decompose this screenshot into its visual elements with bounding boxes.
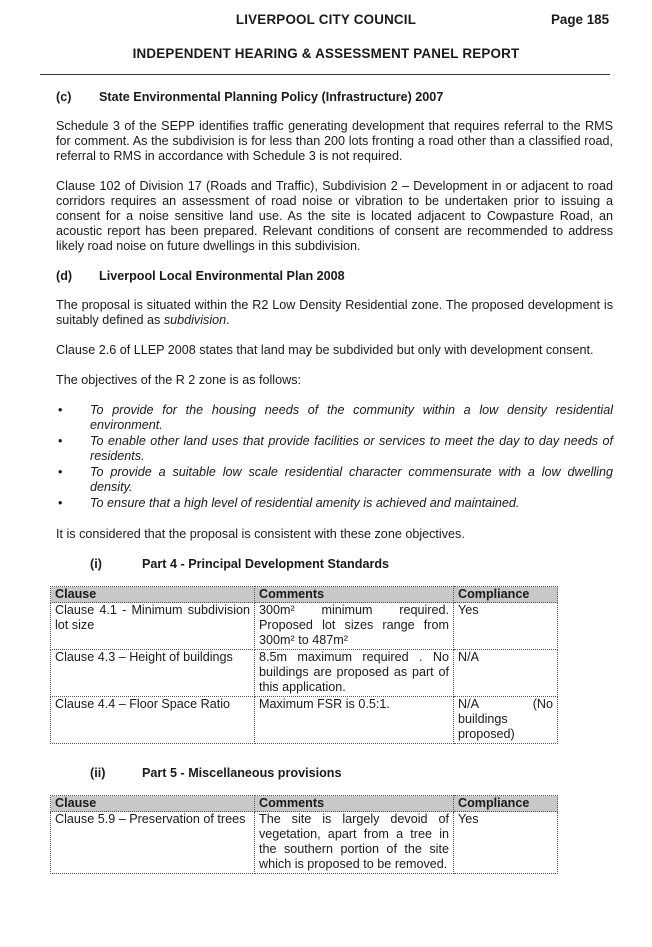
- bullet-icon: •: [58, 496, 63, 510]
- comments-cell: 300m² minimum required. Proposed lot sizes range from 300m² to 487m²: [255, 603, 454, 650]
- part5-heading: [90, 766, 613, 781]
- list-item: [56, 434, 613, 464]
- paragraph-text-end: .: [226, 313, 230, 327]
- header-divider: [40, 74, 610, 75]
- section-d-paragraph-2: Clause 2.6 of LLEP 2008 states that land may be subdivided but only with development consent.: [56, 343, 594, 357]
- section-c-title: State Environmental Planning Policy (Infrastructure) 2007: [99, 90, 444, 104]
- column-header-comments: Comments: [255, 587, 454, 603]
- list-item-text: To provide a suitable low scale residential character commensurate with a low dwelling density.: [90, 465, 613, 494]
- part5-title: Part 5 - Miscellaneous provisions: [142, 766, 342, 780]
- section-d-paragraph-3: The objectives of the R 2 zone is as follows:: [56, 373, 302, 387]
- comments-cell: 8.5m maximum required . No buildings are proposed as part of this application.: [255, 650, 454, 697]
- clause-cell: Clause 4.3 – Height of buildings: [51, 650, 255, 697]
- column-header-comments: Comments: [255, 796, 454, 812]
- document-body: [56, 90, 613, 896]
- paragraph-text: The proposal is situated within the R2 Low Density Residential zone. The proposed development is suitably defined as: [56, 298, 613, 327]
- section-d-paragraph-4: It is considered that the proposal is consistent with these zone objectives.: [56, 527, 465, 541]
- section-c-paragraph-2: Clause 102 of Division 17 (Roads and Traffic), Subdivision 2 – Development in or adjacent to road corridors requires an assessment of road noise or vibration to be undertaken prior to issuing a consent for a noise sensitive land use. As the site is located adjacent to Cowpasture Road, an acoustic report has been prepared. Relevant conditions of consent are recommended to address likely road noise on future dwellings in this subdivision.: [56, 179, 613, 253]
- table-header-row: [51, 796, 558, 812]
- part5-table: [50, 795, 558, 874]
- list-item-text: To enable other land uses that provide facilities or services to meet the day to day needs of residents.: [90, 434, 613, 463]
- section-d-title: Liverpool Local Environmental Plan 2008: [99, 269, 345, 283]
- compliance-cell: N/A (No buildings proposed): [454, 697, 558, 744]
- part4-table: [50, 586, 558, 744]
- part4-number: (i): [90, 557, 102, 571]
- column-header-clause: Clause: [51, 587, 255, 603]
- clause-cell: Clause 5.9 – Preservation of trees: [51, 812, 255, 874]
- bullet-icon: •: [58, 434, 63, 448]
- part4-heading: [90, 557, 613, 572]
- list-item: [56, 403, 613, 433]
- column-header-compliance: Compliance: [454, 587, 558, 603]
- compliance-cell: Yes: [454, 603, 558, 650]
- table-row: [51, 650, 558, 697]
- bullet-icon: •: [58, 403, 63, 417]
- clause-cell: Clause 4.4 – Floor Space Ratio: [51, 697, 255, 744]
- comments-cell: The site is largely devoid of vegetation, apart from a tree in the southern portion of the site which is proposed to be removed.: [255, 812, 454, 874]
- section-d-paragraph-1: [56, 298, 613, 328]
- list-item-text: To ensure that a high level of residential amenity is achieved and maintained.: [90, 496, 520, 510]
- section-c-heading: [56, 90, 613, 105]
- bullet-icon: •: [58, 465, 63, 479]
- part4-title: Part 4 - Principal Development Standards: [142, 557, 390, 571]
- zone-objectives-list: [56, 403, 613, 511]
- emphasis-text: subdivision: [163, 313, 227, 327]
- section-c-number: (c): [56, 90, 72, 104]
- section-d-heading: [56, 269, 613, 284]
- compliance-cell: N/A: [454, 650, 558, 697]
- part5-number: (ii): [90, 766, 106, 780]
- comments-cell: Maximum FSR is 0.5:1.: [255, 697, 454, 744]
- section-d-number: (d): [56, 269, 73, 283]
- council-name: LIVERPOOL CITY COUNCIL: [235, 12, 417, 27]
- compliance-cell: Yes: [454, 812, 558, 874]
- table-header-row: [51, 587, 558, 603]
- section-c-paragraph-1: Schedule 3 of the SEPP identifies traffic generating development that requires referral to the RMS for comment. As the subdivision is for less than 200 lots fronting a road other than a classified road, referral to RMS in accordance with Schedule 3 is not required.: [56, 119, 613, 163]
- page-number: Page 185: [551, 12, 610, 27]
- list-item: [56, 465, 613, 495]
- column-header-clause: Clause: [51, 796, 255, 812]
- table-row: [51, 697, 558, 744]
- list-item: [56, 496, 613, 511]
- report-title: INDEPENDENT HEARING & ASSESSMENT PANEL REPORT: [132, 46, 520, 61]
- list-item-text: To provide for the housing needs of the community within a low density residential environment.: [90, 403, 613, 432]
- table-row: [51, 812, 558, 874]
- clause-cell: Clause 4.1 - Minimum subdivision lot size: [51, 603, 255, 650]
- column-header-compliance: Compliance: [454, 796, 558, 812]
- table-row: [51, 603, 558, 650]
